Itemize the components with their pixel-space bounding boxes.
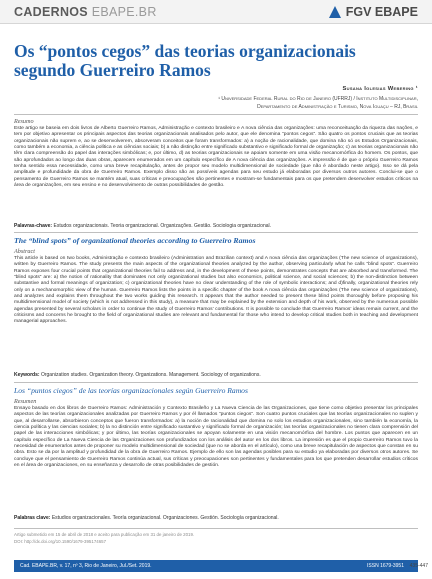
section-divider bbox=[14, 114, 418, 115]
keywords-label-en: Keywords: bbox=[14, 372, 40, 378]
issn-text: ISSN 1679-3951 bbox=[367, 563, 404, 569]
section-divider bbox=[14, 528, 418, 529]
keywords-label-pt: Palavras-chave: bbox=[14, 223, 53, 229]
affiliation-line-1: ¹ Universidade Federal Rural do Rio de Janeiro (UFRRJ) / Instituto Multidisciplinar, bbox=[218, 96, 418, 102]
citation-text: Cad. EBAPE.BR, v. 17, nº 3, Rio de Janeiro, Jul./Set. 2019. bbox=[20, 563, 152, 569]
affiliation-line-2: Departamento de Administração e Turismo, Nova Iguaçu – RJ, Brasil bbox=[257, 103, 418, 110]
keywords-list-en: Organization studies. Organization theory. Organizations. Management. Sociology of organizations. bbox=[40, 372, 261, 378]
spanish-title: Los “puntos ciegos” de las teorías organizacionales según Guerreiro Ramos bbox=[14, 386, 248, 395]
journal-brand-thin: EBAPE.BR bbox=[91, 5, 157, 19]
section-divider bbox=[14, 382, 418, 383]
section-divider bbox=[14, 232, 418, 233]
triangle-logo-icon bbox=[329, 6, 342, 18]
abstract-label-pt: Resumo bbox=[14, 118, 34, 125]
keywords-label-es: Palabras clave: bbox=[14, 515, 51, 521]
citation-footer bbox=[14, 560, 418, 572]
abstract-label-en: Abstract bbox=[14, 248, 35, 255]
keywords-list-es: Estudios organizacionales. Teoría organizacional. Organizaciones. Gestión. Sociología organizacional. bbox=[51, 515, 279, 521]
keywords-es bbox=[14, 515, 418, 521]
doi-link[interactable]: DOI: http://dx.doi.org/10.1590/1679-395174657 bbox=[14, 538, 107, 544]
keywords-list-pt: Estudos organizacionais. Teoria organizacional. Organizações. Gestão. Sociologia organizacional. bbox=[53, 223, 272, 229]
journal-header-bar bbox=[0, 0, 432, 24]
keywords-pt bbox=[14, 223, 418, 229]
abstract-body-en: This article is based on two books, Administração e contexto brasileiro (Administration and Brazilian context) and A nova ciência das organizações (The new science of organizations), written by Guerreiro Ramos. The study presents the main aspects of the organizational theories analyzed by the author, observing particularly what he calls “blind spots”. Guerreiro Ramos exposes four crucial points that organizational theories fail to address and, in the development of these points, demonstrates concepts that are absorbed and transformed. The “blind spots” are: a) the notion of rationality that dominates not only organizational studies but also economics, political science, and social sciences; b) the non-distinction between substantive and formal meanings of organization; c) organizational theories have no clear understanding of the role of symbolic interactions; and d)finally, organizational theories rely only on a mechanomorphic view of the human. Guerreiro Ramos lists the points in a specific chapter of the book A nova ciência das organizações (The new science of organizations), and analyzes and explains them throughout the two works guiding this research. It appears that the author needed to present these blind points thoroughly before proposing his multidimensional model of society (which is not addressed in this study), a measure that may be explained by the extension and depth of his work, observed by the numerous possible agendas presented by several scholars in order to continue the study of Guerreiro Ramos’ contributions. It is possible to conclude that Guerreiro Ramos’ ideas remain current, and the criticisms and concerns he brought to the field of organizational studies are relevant and fundamental for those who intend to develop critical studies both in teaching and development managerial approaches. bbox=[14, 256, 418, 325]
abstract-body-pt: Este artigo se baseia em dois livros de Alberto Guerreiro Ramos, Administração e contexto brasileiro e A nova ciência das organizações: uma reconceituação da riqueza das nações, e tem por objetivo apresentar os principais aspectos das teorias organizacionais analisados pelo autor, que ele denomina “pontos cegos”. São quatro os pontos cruciais que as teorias organizacionais não suprem e, ao se desenvolverem, absorveram conceitos que foram transformados: a) a noção de racionalidade, que domina não só os Estudos Organizacionais, como também a economia, a ciência política e as ciências sociais; b) a não distinção entre significado substantivo e significado formal de organização; c) as teorias organizacionais não têm clara compreensão do papel das interações simbólicas; e, por último, d) as teorias organizacionais se apoiam somente em uma visão mecanomórfica do homem. Os pontos, que são aprofundados ao longo das duas obras, aparecem enumerados em um capítulo específico de A nova ciência das organizações. A impressão é de que o próprio Guerreiro Ramos tenha sentido essa necessidade, como uma breve recapitulação, antes de propor seu modelo multidimensional de sociedade (que não é abordado neste artigo). Isso se dá pela amplitude e profundidade da obra de Guerreiro Ramos. Exemplo disso são as possíveis agendas para seu estudo já elaboradas por diversos outros autores. Conclui-se que o pensamento de Guerreiro Ramos se mantém atual, suas críticas e preocupações são pertinentes e mostram-se fundamentais para os que pretendem desenvolver estudos críticos na área de organizações, em seu ensino e no desenvolvimento de outras possibilidades de gestão. bbox=[14, 126, 418, 189]
article-title: Os “pontos cegos” das teorias organizacionais segundo Guerreiro Ramos bbox=[14, 41, 356, 80]
page-range: 435-447 bbox=[409, 563, 428, 569]
author-affiliation bbox=[138, 96, 418, 111]
institution-brand bbox=[329, 5, 418, 19]
author-name: Susana Iglesias Webering ¹ bbox=[342, 86, 418, 92]
keywords-en bbox=[14, 372, 418, 378]
institution-brand-label: FGV EBAPE bbox=[345, 5, 418, 19]
journal-brand bbox=[14, 5, 157, 19]
abstract-label-es: Resumen bbox=[14, 398, 37, 405]
english-title: The “blind spots” of organizational theories according to Guerreiro Ramos bbox=[14, 236, 256, 245]
submission-dates: Artigo submetido em 15 de abril de 2018 e aceito para publicação em 31 de janeiro de 2019. bbox=[14, 532, 195, 537]
abstract-body-es: Ensayo basado en dos libros de Guerreiro Ramos: Administración y Contexto Brasileño y La Nueva Ciencia de las Organizaciones, que tiene como objetivo presentar los principales aspectos de las teorías organizacionales analizadas por Guerreiro Ramos y por él llamados “puntos ciegos”. Son cuatro puntos cruciales que las teorías organizacionales no suplen y que, al desarrollarse, absorbieron conceptos que fueron transformados: a) la noción de racionalidad que domina no solo los estudios organizacionales, sino también la economía, la ciencia política y las ciencias sociales; b) la no distinción entre significado sustantivo y significado formal de organización; las teorías organizacionales no tienen clara comprensión del papel de las interacciones simbólicas; y por último, las teorías organizacionales se apoyan solamente en una visión mecanomórfica del hombre. Los puntos que aparecen en un capítulo específico de La Nueva Ciencia de las Organizaciones son profundizados con los análisis del autor en los dos libros. La impresión es que el propio Guerreiro Ramos tuvo la necesidad de enumerarlos antes de proponer su modelo multidimensional de sociedad (que no se aborda en el artículo), como una breve recapitulación de aspectos que constan en su obra. Esto se da por la amplitud y profundidad de la obra de Guerreiro Ramos. Ejemplo de ello son las agendas posibles para su estudio ya elaboradas por diversos otros autores. Se concluye que el pensamiento de Guerreiro Ramos continúa actual, sus críticas y preocupaciones son pertinentes y fundamentales para los que pretenden desarrollar estudios críticos en el área de organizaciones, en su enseñanza y desarrollo de otras posibilidades de gestión. bbox=[14, 406, 418, 469]
article-footnote bbox=[14, 532, 418, 545]
journal-brand-bold: CADERNOS bbox=[14, 5, 88, 19]
